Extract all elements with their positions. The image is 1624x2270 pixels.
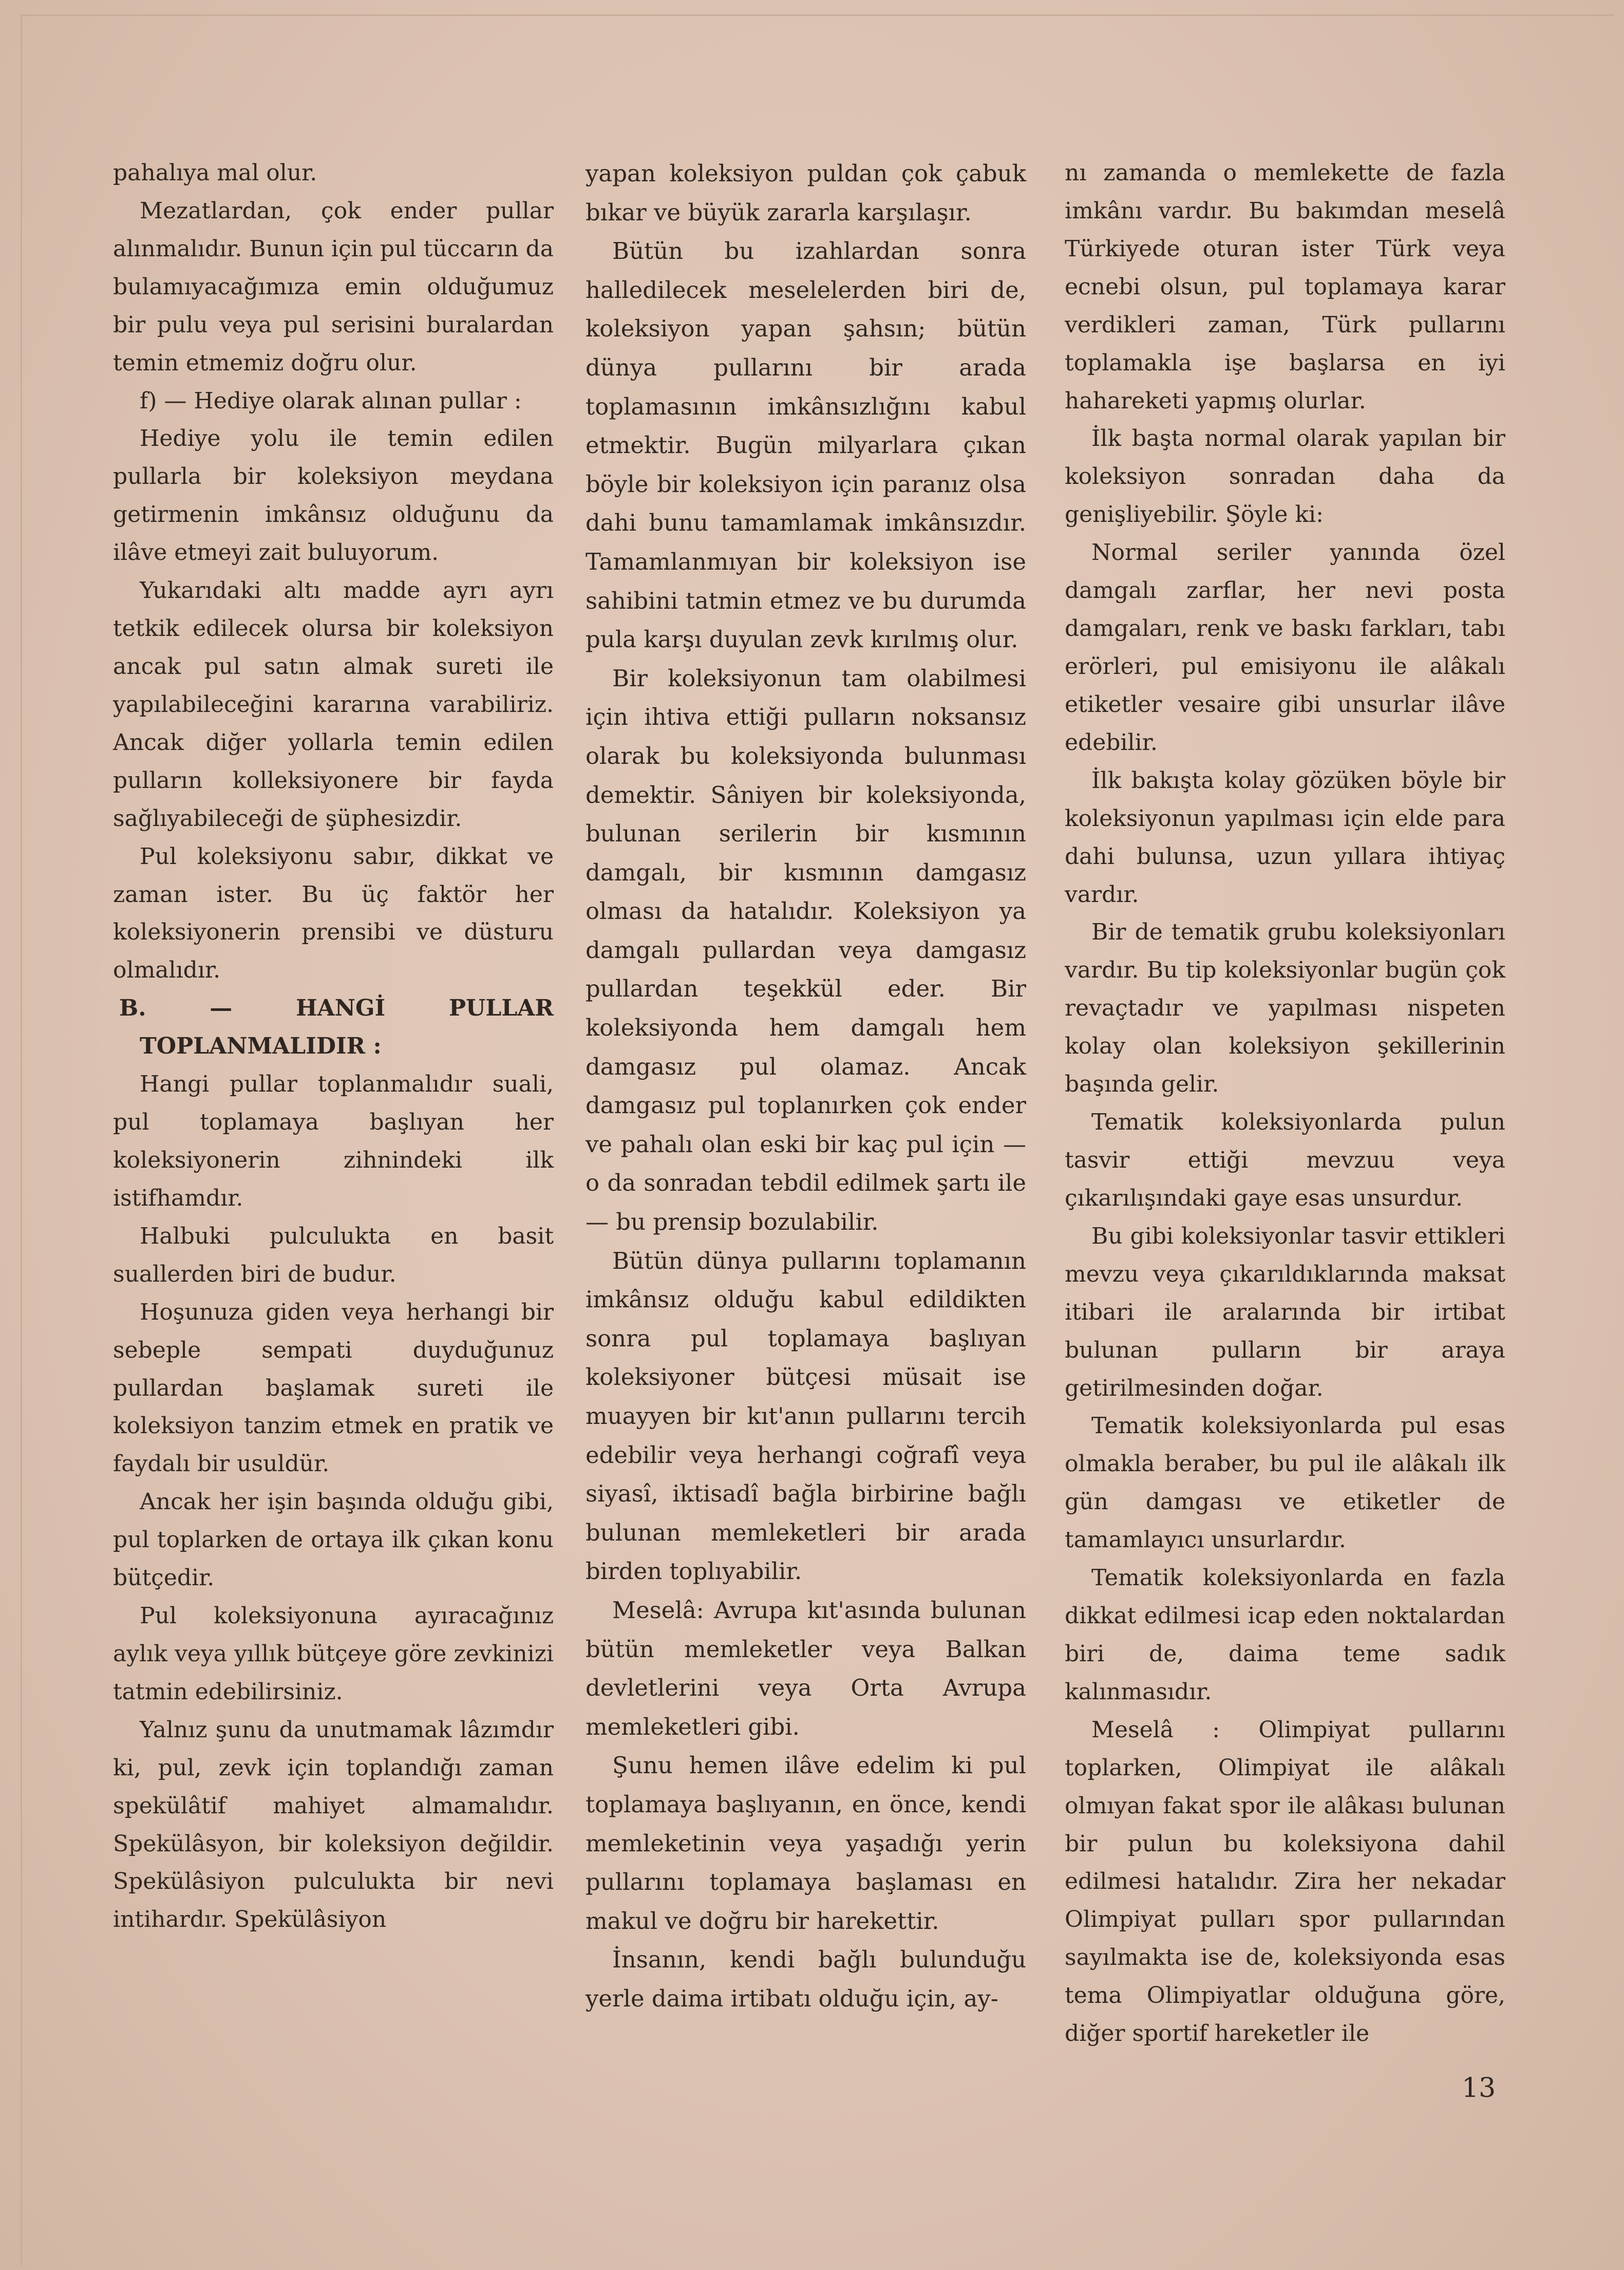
text-column-3 xyxy=(1065,154,1505,2053)
paragraph: Tematik koleksiyonlarda en fazla dikkat edilmesi icap eden noktalardan biri de, daima teme sadık kalınmasıdır. xyxy=(1065,1565,1505,1705)
paragraph: Halbuki pulculukta en basit suallerden biri de budur. xyxy=(113,1223,554,1287)
paragraph: yapan koleksiyon puldan çok çabuk bıkar ve büyük zararla karşılaşır. xyxy=(586,160,1026,226)
paragraph: Yukarıdaki altı madde ayrı ayrı tetkik edilecek olursa bir koleksiyon ancak pul satın almak sureti ile yapılabileceğini kararına varabiliriz. Ancak diğer yollarla temin edilen pulların kolleksiyonere bir fayda sağlıyabileceği de şüphesizdir. xyxy=(113,577,554,832)
paragraph: Şunu hemen ilâve edelim ki pul toplamaya başlıyanın, en önce, kendi memleketinin veya yaşadığı yerin pullarını toplamaya başlaması en makul ve doğru bir harekettir. xyxy=(586,1752,1026,1935)
paragraph: Mezatlardan, çok ender pullar alınmalıdır. Bunun için pul tüccarın da bulamıyacağımıza emin olduğumuz bir pulu veya pul serisini buralardan temin etmemiz doğru olur. xyxy=(113,197,554,376)
paragraph: İlk bakışta kolay gözüken böyle bir koleksiyonun yapılması için elde para dahi bulunsa, uzun yıllara ihtiyaç vardır. xyxy=(1065,767,1505,908)
paragraph: Pul koleksiyonuna ayıracağınız aylık veya yıllık bütçeye göre zevkinizi tatmin edebilirsiniz. xyxy=(113,1603,554,1705)
paragraph: Meselâ: Avrupa kıt'asında bulunan bütün memleketler veya Balkan devletlerini veya Orta Avrupa memleketleri gibi. xyxy=(586,1596,1026,1740)
paragraph: Hoşunuza giden veya herhangi bir sebeple sempati duyduğunuz pullardan başlamak sureti ile koleksiyon tanzim etmek en pratik ve faydalı bir usuldür. xyxy=(113,1299,554,1477)
paragraph: Bu gibi koleksiyonlar tasvir ettikleri mevzu veya çıkarıldıklarında maksat itibari ile aralarında bir irtibat bulunan pulların bir araya getirilmesinden doğar. xyxy=(1065,1223,1505,1401)
paragraph: nı zamanda o memlekette de fazla imkânı vardır. Bu bakımdan meselâ Türkiyede oturan ister Türk veya ecnebi olsun, pul toplamaya karar verdikleri zaman, Türk pullarını toplamakla işe başlarsa en iyi hahareketi yapmış olurlar. xyxy=(1065,160,1505,414)
paragraph: Meselâ : Olimpiyat pullarını toplarken, Olimpiyat ile alâkalı olmıyan fakat spor ile alâkası bulunan bir pulun bu koleksiyona dahil edilmesi hatalıdır. Zira her nekadar Olimpiyat pulları spor pullarından sayılmakta ise de, koleksiyonda esas tema Olimpiyatlar olduğuna göre, diğer sportif hareketler ile xyxy=(1065,1716,1505,2047)
paragraph: Ancak her işin başında olduğu gibi, pul toplarken de ortaya ilk çıkan konu bütçedir. xyxy=(113,1489,554,1591)
paragraph: İnsanın, kendi bağlı bulunduğu yerle daima irtibatı olduğu için, ay- xyxy=(586,1946,1026,2012)
paragraph: Normal seriler yanında özel damgalı zarflar, her nevi posta damgaları, renk ve baskı farkları, tabı erörleri, pul emisiyonu ile alâkalı etiketler vesaire gibi unsurlar ilâve edebilir. xyxy=(1065,539,1505,756)
section-heading: B. — HANGİ PULLAR TOPLANMALIDIR : xyxy=(119,995,554,1060)
paragraph: Tematik koleksiyonlarda pulun tasvir ettiği mevzuu veya çıkarılışındaki gaye esas unsurdur. xyxy=(1065,1109,1505,1211)
text-column-1 xyxy=(113,154,554,1939)
subheading: f) — Hediye olarak alınan pullar : xyxy=(140,387,522,414)
paragraph: Bütün dünya pullarını toplamanın imkânsız olduğu kabul edildikten sonra pul toplamaya başlıyan koleksiyoner bütçesi müsait ise muayyen bir kıt'anın pullarını tercih edebilir veya herhangi coğrafî veya siyasî, iktisadî bağla birbirine bağlı bulunan memleketleri bir arada birden toplıyabilir. xyxy=(586,1247,1026,1585)
paragraph: Tematik koleksiyonlarda pul esas olmakla beraber, bu pul ile alâkalı ilk gün damgası ve etiketler de tamamlayıcı unsurlardır. xyxy=(1065,1413,1505,1553)
paragraph: Yalnız şunu da unutmamak lâzımdır ki, pul, zevk için toplandığı zaman spekülâtif mahiyet almamalıdır. Spekülâsyon, bir koleksiyon değildir. Spekülâsiyon pulculukta bir nevi intihardır. Spekülâsiyon xyxy=(113,1716,554,1933)
paragraph: Bir koleksiyonun tam olabilmesi için ihtiva ettiği pulların noksansız olarak bu koleksiyonda bulunması demektir. Sâniyen bir koleksiyonda, bulunan serilerin bir kısmının damgalı, bir kısmının damgasız olması da hatalıdır. Koleksiyon ya damgalı pullardan veya damgasız pullardan teşekkül eder. Bir koleksiyonda hem damgalı hem damgasız pul olamaz. Ancak damgasız pul toplanırken çok ender ve pahalı olan eski bir kaç pul için — o da sonradan tebdil edilmek şartı ile — bu prensip bozulabilir. xyxy=(586,664,1026,1236)
paragraph: Hediye yolu ile temin edilen pullarla bir koleksiyon meydana getirmenin imkânsız olduğunu da ilâve etmeyi zait buluyorum. xyxy=(113,425,554,566)
paragraph: Bütün bu izahlardan sonra halledilecek meselelerden biri de, koleksiyon yapan şahsın; bütün dünya pullarını bir arada toplamasının imkânsızlığını kabul etmektir. Bugün milyarlara çıkan böyle bir koleksiyon için paranız olsa dahi bunu tamamlamak imkânsızdır. Tamamlanmıyan bir koleksiyon ise sahibini tatmin etmez ve bu durumda pula karşı duyulan zevk kırılmış olur. xyxy=(586,237,1026,653)
paragraph: Bir de tematik grubu koleksiyonları vardır. Bu tip koleksiyonlar bugün çok revaçtadır ve yapılması nispeten kolay olan koleksiyon şekillerinin başında gelir. xyxy=(1065,919,1505,1098)
paragraph: İlk başta normal olarak yapılan bir koleksiyon sonradan daha da genişliyebilir. Şöyle ki: xyxy=(1065,425,1505,528)
text-column-2 xyxy=(586,154,1026,2018)
paragraph: Pul koleksiyonu sabır, dikkat ve zaman ister. Bu üç faktör her koleksiyonerin prensibi ve düsturu olmalıdır. xyxy=(113,843,554,984)
page-number: 13 xyxy=(1462,2073,1496,2104)
paragraph: pahalıya mal olur. xyxy=(113,160,317,186)
paragraph: Hangi pullar toplanmalıdır suali, pul toplamaya başlıyan her koleksiyonerin zihnindeki ilk istifhamdır. xyxy=(113,1071,554,1211)
